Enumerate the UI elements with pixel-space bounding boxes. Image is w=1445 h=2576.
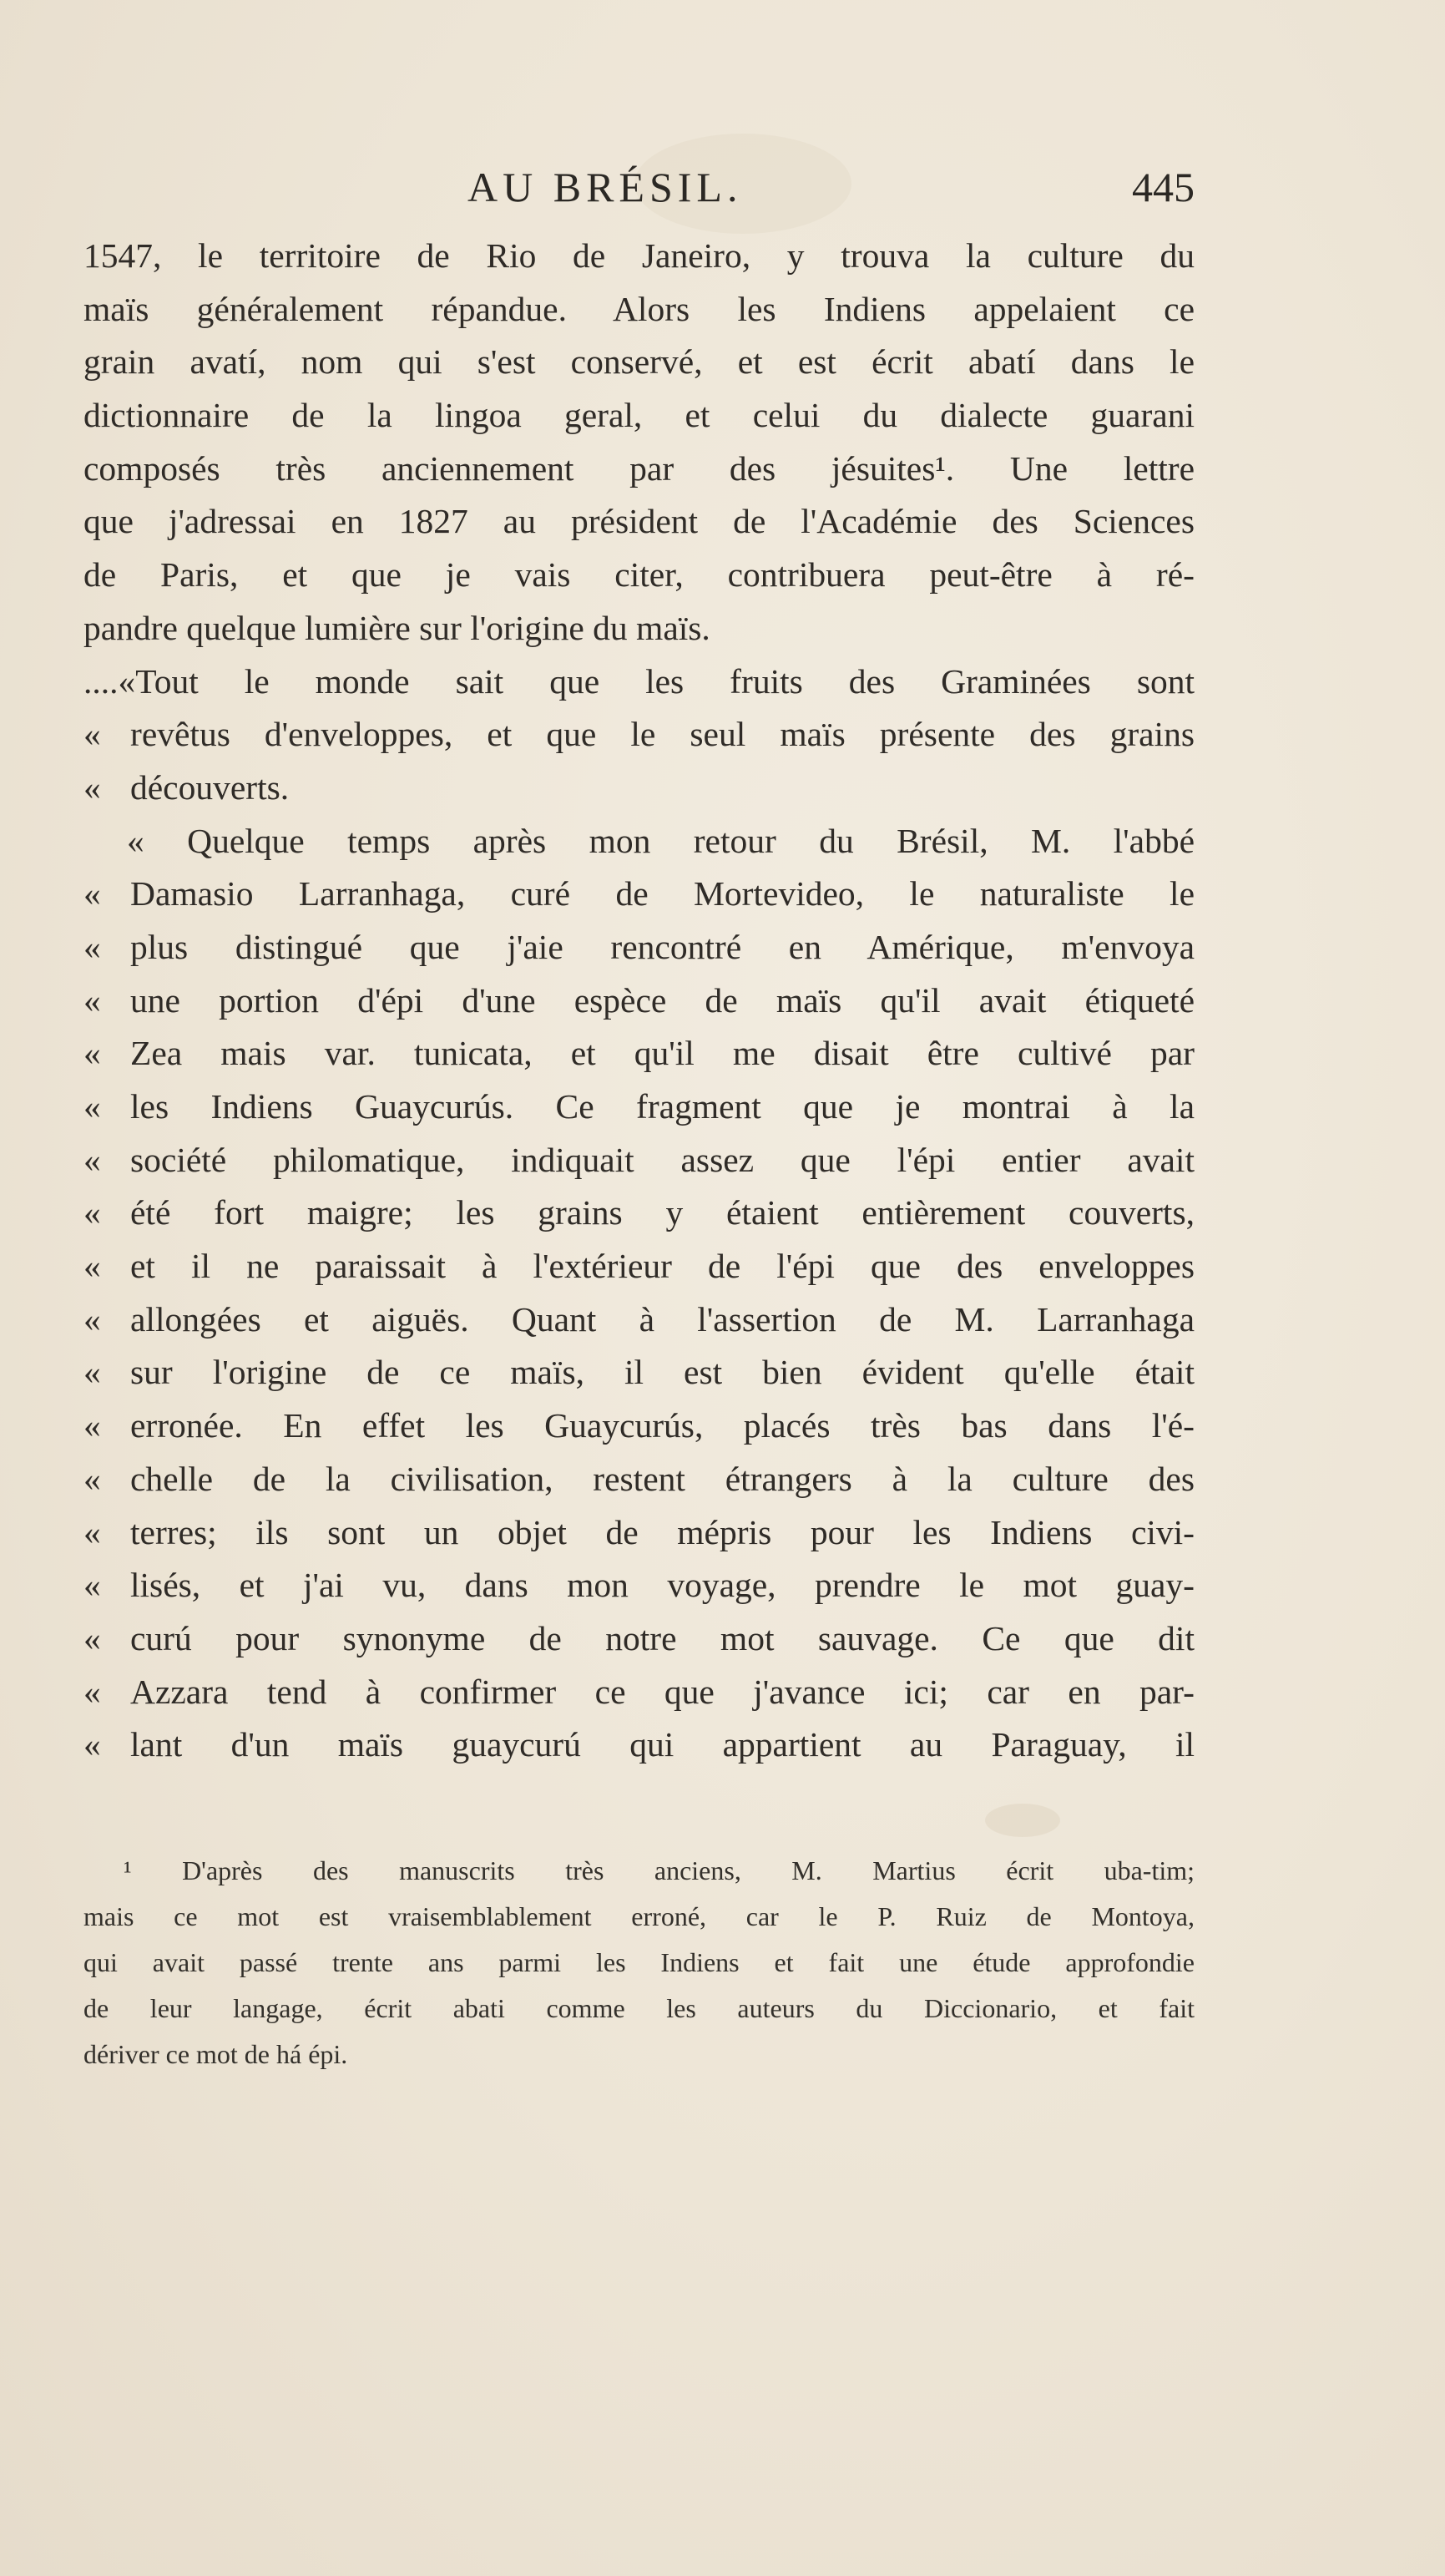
page-header xyxy=(83,163,1195,221)
footnotes xyxy=(83,1848,1195,2078)
line-text: lisés, et j'ai vu, dans mon voyage, prendre le mot guay- xyxy=(130,1566,1195,1605)
quote-mark: « xyxy=(83,1566,101,1605)
line-text: une portion d'épi d'une espèce de maïs qu'il avait étiqueté xyxy=(130,980,1195,1020)
quote-mark: « xyxy=(83,1140,101,1179)
line-text: Azzara tend à confirmer ce que j'avance ici; car en par- xyxy=(130,1672,1195,1711)
text-line xyxy=(83,1666,1195,1719)
quote-mark: « xyxy=(83,1406,101,1445)
page-number: 445 xyxy=(1132,164,1195,210)
text-line xyxy=(83,1506,1195,1560)
line-text: les Indiens Guaycurús. Ce fragment que je montrai à la xyxy=(130,1087,1195,1126)
line-text: curú pour synonyme de notre mot sauvage. Ce que dit xyxy=(130,1618,1195,1657)
line-text: maïs généralement répandue. Alors les Indiens appelaient ce xyxy=(83,289,1195,328)
text-line xyxy=(83,549,1195,602)
quote-mark: « xyxy=(83,767,101,807)
footnote-line xyxy=(83,1986,1195,2032)
text-line xyxy=(83,495,1195,549)
footnote-text: mais ce mot est vraisemblablement erroné, car le P. Ruiz de Montoya, xyxy=(83,1901,1195,1931)
quote-mark: « xyxy=(83,1353,101,1392)
line-text: société philomatique, indiquait assez que l'épi entier avait xyxy=(130,1140,1195,1179)
text-line xyxy=(83,389,1195,443)
text-line xyxy=(83,974,1195,1028)
quote-mark: « xyxy=(83,1459,101,1498)
text-line xyxy=(83,1027,1195,1081)
line-text: composés très anciennement par des jésuites¹. Une lettre xyxy=(83,448,1195,488)
text-line xyxy=(83,1187,1195,1240)
line-text: de Paris, et que je vais citer, contribuera peut-être à ré- xyxy=(83,555,1195,595)
line-text: ....«Tout le monde sait que les fruits des Graminées sont xyxy=(83,661,1195,701)
text-line xyxy=(83,1346,1195,1399)
text-line xyxy=(83,1718,1195,1772)
text-line xyxy=(83,1399,1195,1453)
text-line xyxy=(83,868,1195,921)
text-line xyxy=(83,655,1195,709)
footnote-line xyxy=(83,1894,1195,1940)
line-text: 1547, le territoire de Rio de Janeiro, y trouva la culture du xyxy=(83,236,1195,275)
line-text: sur l'origine de ce maïs, il est bien évident qu'elle était xyxy=(130,1353,1195,1392)
line-text: et il ne paraissait à l'extérieur de l'épi que des enveloppes xyxy=(130,1247,1195,1286)
text-line xyxy=(83,1081,1195,1134)
text-line xyxy=(83,336,1195,389)
line-text: Damasio Larranhaga, curé de Mortevideo, le naturaliste le xyxy=(130,874,1195,913)
quote-mark: « xyxy=(83,1618,101,1657)
text-line xyxy=(83,1134,1195,1187)
text-line xyxy=(83,1559,1195,1612)
running-title: AU BRÉSIL. xyxy=(467,164,743,210)
line-text: « Quelque temps après mon retour du Brésil, M. l'abbé xyxy=(127,821,1195,860)
line-text: chelle de la civilisation, restent étrangers à la culture des xyxy=(130,1459,1195,1498)
text-line xyxy=(83,762,1195,815)
line-text: pandre quelque lumière sur l'origine du maïs. xyxy=(83,608,710,647)
quote-mark: « xyxy=(83,980,101,1020)
line-text: dictionnaire de la lingoa geral, et celui du dialecte guarani xyxy=(83,396,1195,435)
text-line xyxy=(83,443,1195,496)
text-line xyxy=(83,921,1195,974)
footnote-text: de leur langage, écrit abati comme les auteurs du Diccionario, et fait xyxy=(83,1993,1195,2023)
text-line xyxy=(83,708,1195,762)
footnote-line xyxy=(83,1848,1195,1894)
quote-mark: « xyxy=(83,1512,101,1551)
line-text: terres; ils sont un objet de mépris pour les Indiens civi- xyxy=(130,1512,1195,1551)
quote-mark: « xyxy=(83,1087,101,1126)
text-line xyxy=(83,283,1195,337)
footnote-line xyxy=(83,1940,1195,1986)
line-text: Zea mais var. tunicata, et qu'il me disait être cultivé par xyxy=(130,1034,1195,1073)
line-text: revêtus d'enveloppes, et que le seul maïs présente des grains xyxy=(130,715,1195,754)
text-line xyxy=(83,230,1195,283)
quote-mark: « xyxy=(83,1034,101,1073)
line-text: lant d'un maïs guaycurú qui appartient au Paraguay, il xyxy=(130,1725,1195,1764)
text-line xyxy=(83,1293,1195,1347)
quote-mark: « xyxy=(83,1299,101,1339)
text-line xyxy=(83,1453,1195,1506)
quote-mark: « xyxy=(83,1672,101,1711)
footnote-text: ¹ D'après des manuscrits très anciens, M. Martius écrit uba-tim; xyxy=(124,1855,1195,1885)
line-text: allongées et aiguës. Quant à l'assertion de M. Larranhaga xyxy=(130,1299,1195,1339)
line-text: plus distingué que j'aie rencontré en Amérique, m'envoya xyxy=(130,927,1195,966)
footnote-text: dériver ce mot de há épi. xyxy=(83,2039,348,2069)
quote-mark: « xyxy=(83,1193,101,1232)
quote-mark: « xyxy=(83,1725,101,1764)
text-line xyxy=(83,815,1195,868)
quote-mark: « xyxy=(83,1247,101,1286)
footnote-line xyxy=(83,2032,1195,2078)
body-text xyxy=(83,230,1195,1772)
line-text: que j'adressai en 1827 au président de l'Académie des Sciences xyxy=(83,502,1195,541)
footnote-text: qui avait passé trente ans parmi les Indiens et fait une étude approfondie xyxy=(83,1947,1195,1977)
quote-mark: « xyxy=(83,874,101,913)
line-text: grain avatí, nom qui s'est conservé, et est écrit abatí dans le xyxy=(83,342,1195,382)
text-line xyxy=(83,1612,1195,1666)
quote-mark: « xyxy=(83,927,101,966)
line-text: été fort maigre; les grains y étaient entièrement couverts, xyxy=(130,1193,1195,1232)
text-line xyxy=(83,1240,1195,1293)
quote-mark: « xyxy=(83,715,101,754)
text-line xyxy=(83,602,1195,655)
line-text: erronée. En effet les Guaycurús, placés très bas dans l'é- xyxy=(130,1406,1195,1445)
paper-stain xyxy=(985,1804,1060,1837)
line-text: découverts. xyxy=(130,767,290,807)
